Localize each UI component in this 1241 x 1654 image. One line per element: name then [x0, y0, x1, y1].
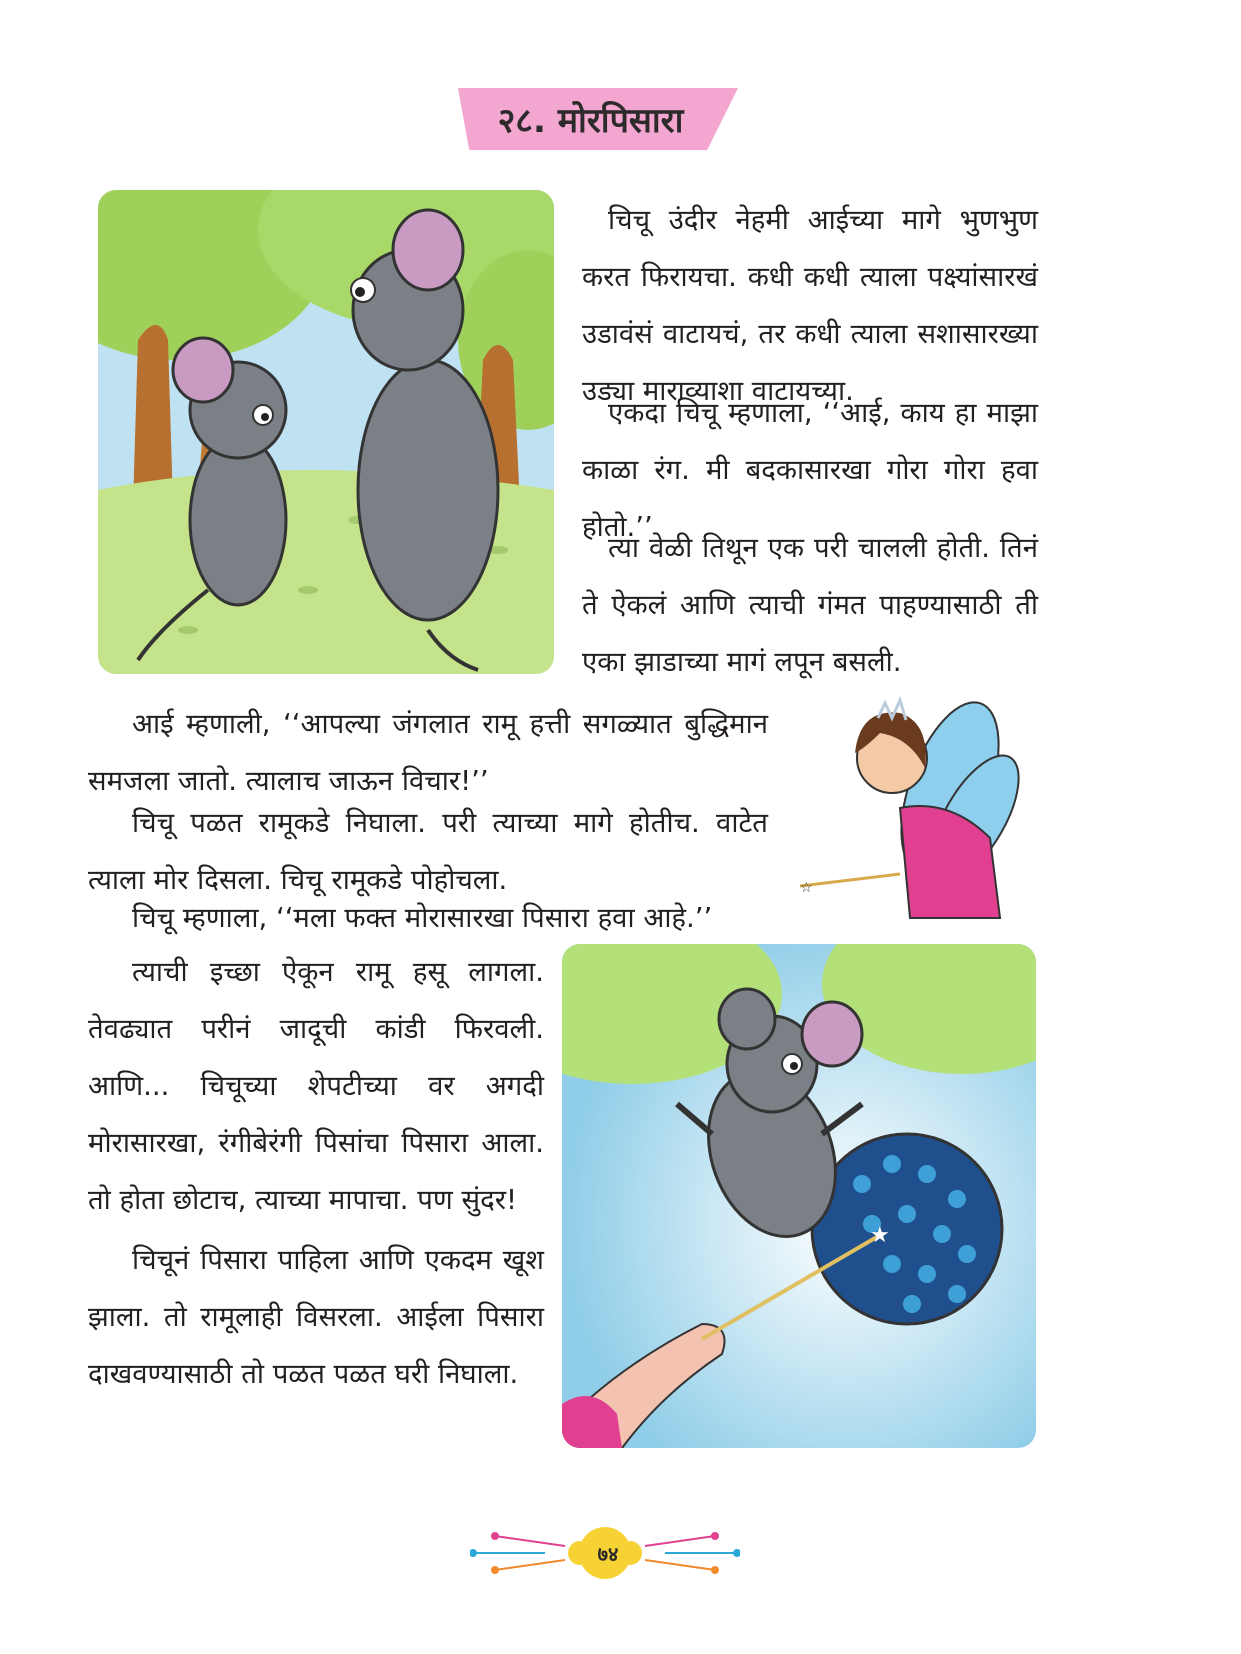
paragraph-1: चिचू उंदीर नेहमी आईच्या मागे भुणभुण करत फिरायचा. कधी कधी त्याला पक्ष्यांसारखं उडावंसं वाटायचं, तर कधी त्याला सशासारख्या उड्या माराव्याशा वाटायच्या.	[582, 204, 1038, 407]
illustration-fairy	[800, 678, 1022, 928]
svg-text:★: ★	[870, 1223, 890, 1248]
paragraph-2: एकदा चिचू म्हणाला, ‘‘आई, काय हा माझा काळा रंग. मी बदकासारखा गोरा गोरा हवा होतो.’’	[582, 397, 1038, 543]
paragraph-8: चिचूनं पिसारा पाहिला आणि एकदम खूश झाला. तो रामूलाही विसरला. आईला पिसारा दाखवण्यासाठी तो पळत पळत घरी निघाला.	[88, 1244, 544, 1390]
page-number: ७४	[597, 1541, 619, 1566]
illustration-mother-and-child-mouse	[98, 190, 554, 674]
paragraph-7: त्याची इच्छा ऐकून रामू हसू लागला. तेवढ्यात परीनं जादूची कांडी फिरवली. आणि... चिचूच्या शेपटीच्या वर अगदी मोरासारखा, रंगीबेरंगी पिसांचा पिसारा आला. तो होता छोटाच, त्याच्या मापाचा. पण सुंदर!	[88, 956, 544, 1216]
page-title: २८. मोरपिसारा	[497, 101, 684, 141]
illustration-mouse-with-peacock-tail	[562, 944, 1036, 1448]
paragraph-3: त्या वेळी तिथून एक परी चालली होती. तिनं ते ऐकलं आणि त्याची गंमत पाहण्यासाठी ती एका झाडाच्या मागं लपून बसली.	[582, 532, 1038, 678]
svg-text:☆: ☆	[800, 880, 813, 896]
paragraph-4: आई म्हणाली, ‘‘आपल्या जंगलात रामू हत्ती सगळ्यात बुद्धिमान समजला जातो. त्यालाच जाऊन विचार!’’	[88, 708, 768, 797]
paragraph-5: चिचू पळत रामूकडे निघाला. परी त्याच्या मागे होतीच. वाटेत त्याला मोर दिसला. चिचू रामूकडे पोहोचला.	[88, 807, 768, 896]
paragraph-6: चिचू म्हणाला, ‘‘मला फक्त मोरासारखा पिसारा हवा आहे.’’	[132, 902, 713, 934]
